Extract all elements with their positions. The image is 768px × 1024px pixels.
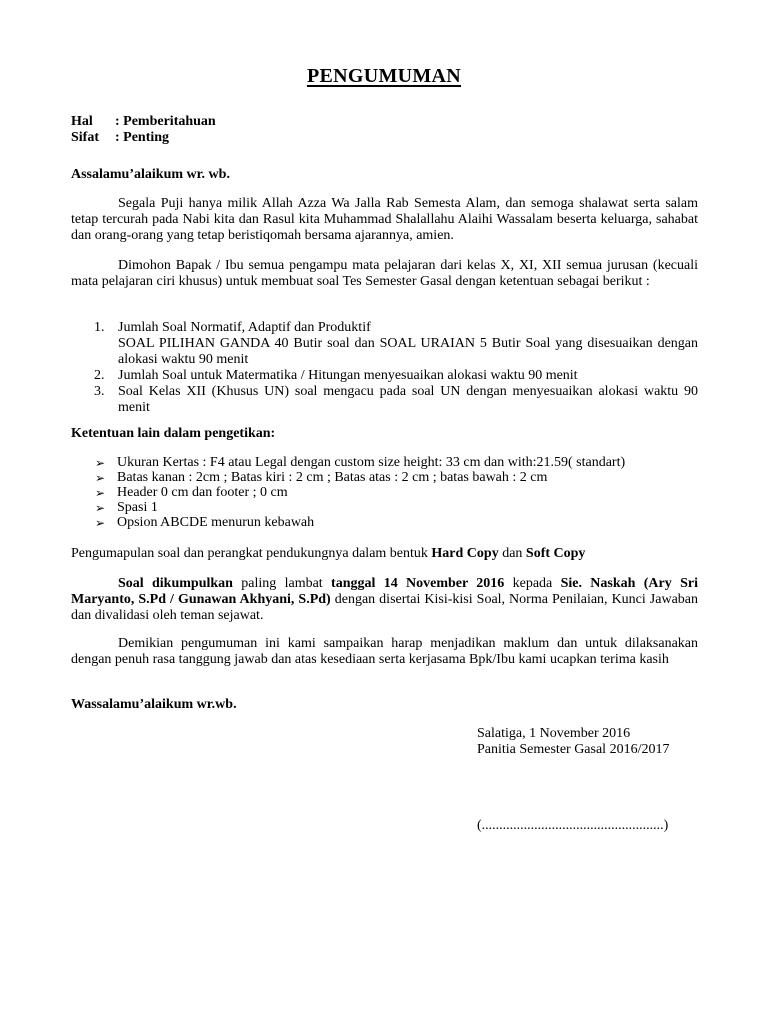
list-item	[71, 384, 698, 416]
paragraph-deadline: Soal dikumpulkan paling lambat tanggal 14 November 2016 kepada Sie. Naskah (Ary Sri Maryanto, S.Pd / Gunawan Akhyani, S.Pd) dengan disertai Kisi-kisi Soal, Norma Penilaian, Kunci Jawaban dan divalidasi oleh teman sejawat.	[71, 576, 699, 623]
list-item-text: Ukuran Kertas : F4 atau Legal dengan custom size height: 33 cm dan with:21.59( standart)	[117, 455, 626, 470]
list-number: 2.	[94, 368, 105, 383]
recipient-names: Sie. Naskah (Ary Sri Maryanto, S.Pd / Gunawan Akhyani, S.Pd)	[71, 576, 698, 607]
meta-sifat	[71, 130, 169, 146]
list-item-text: Jumlah Soal untuk Matermatika / Hitungan menyesuaikan alokasi waktu 90 menit	[118, 368, 578, 383]
paragraph-closing: Demikian pengumuman ini kami sampaikan harap menjadikan maklum dan untuk dilaksanakan dengan penuh rasa tanggung jawab dan atas kesediaan serta kerjasama Bpk/Ibu kami ucapkan terima kasih	[71, 636, 698, 667]
meta-sifat-key: Sifat	[71, 130, 99, 145]
page-title: PENGUMUMAN	[306, 65, 462, 87]
arrow-bullet-icon: ➢	[95, 456, 106, 470]
arrow-bullet-icon: ➢	[95, 516, 106, 530]
meta-sifat-value: : Penting	[115, 130, 170, 145]
arrow-bullet-icon: ➢	[95, 501, 106, 515]
numbered-list	[71, 320, 698, 416]
closing-greeting: Wassalamu’alaikum wr.wb.	[71, 697, 237, 712]
list-item-text: Spasi 1	[117, 500, 158, 515]
arrow-bullet-icon: ➢	[95, 471, 106, 485]
list-item-text: Batas kanan : 2cm ; Batas kiri : 2 cm ; Batas atas : 2 cm ; batas bawah : 2 cm	[117, 470, 548, 485]
list-item	[95, 470, 695, 485]
signature-committee: Panitia Semester Gasal 2016/2017	[477, 742, 670, 757]
list-item	[71, 320, 698, 368]
list-item-text: Opsion ABCDE menurun kebawah	[117, 515, 315, 530]
list-number: 3.	[94, 384, 105, 399]
list-item	[95, 455, 695, 470]
bullet-list	[95, 455, 695, 530]
greeting: Assalamu’alaikum wr. wb.	[71, 167, 230, 182]
soft-copy-label: Soft Copy	[525, 546, 586, 561]
paragraph-request: Dimohon Bapak / Ibu semua pengampu mata pelajaran dari kelas X, XI, XII semua jurusan (kecuali mata pelajaran ciri khusus) untuk membuat soal Tes Semester Gasal dengan ketentuan sebagai berikut :	[71, 258, 698, 289]
list-item	[95, 515, 695, 530]
deadline-date: tanggal 14 November 2016	[331, 576, 505, 591]
signature-line: (....................................................)	[477, 818, 669, 833]
meta-hal-value: : Pemberitahuan	[115, 114, 216, 129]
list-item	[71, 368, 698, 384]
meta-hal	[71, 114, 216, 130]
list-item-text: Header 0 cm dan footer ; 0 cm	[117, 485, 288, 500]
paragraph-opening: Segala Puji hanya milik Allah Azza Wa Jalla Rab Semesta Alam, dan semoga shalawat serta salam tetap tercurah pada Nabi kita dan Rasul kita Muhammad Shalallahu Alaihi Wassalam beserta keluarga, sahabat dan orang-orang yang tetap beristiqomah bersama ajarannya, amien.	[71, 196, 698, 243]
hard-copy-label: Hard Copy	[431, 546, 499, 561]
list-number: 1.	[94, 320, 105, 335]
list-item-subtext: SOAL PILIHAN GANDA 40 Butir soal dan SOAL URAIAN 5 Butir Soal yang disesuaikan dengan alokasi waktu 90 menit	[118, 336, 698, 367]
arrow-bullet-icon: ➢	[95, 486, 106, 500]
list-item-text: Soal Kelas XII (Khusus UN) soal mengacu pada soal UN dengan menyesuaikan alokasi waktu 90 menit	[118, 384, 698, 415]
paragraph-submission: Pengumapulan soal dan perangkat pendukungnya dalam bentuk Hard Copy dan Soft Copy	[71, 546, 586, 561]
list-item	[95, 485, 695, 500]
section-heading: Ketentuan lain dalam pengetikan:	[71, 426, 276, 441]
meta-hal-key: Hal	[71, 114, 93, 129]
list-item	[95, 500, 695, 515]
list-item-text: Jumlah Soal Normatif, Adaptif dan Produktif	[118, 320, 371, 335]
signature-place-date: Salatiga, 1 November 2016	[477, 726, 631, 741]
